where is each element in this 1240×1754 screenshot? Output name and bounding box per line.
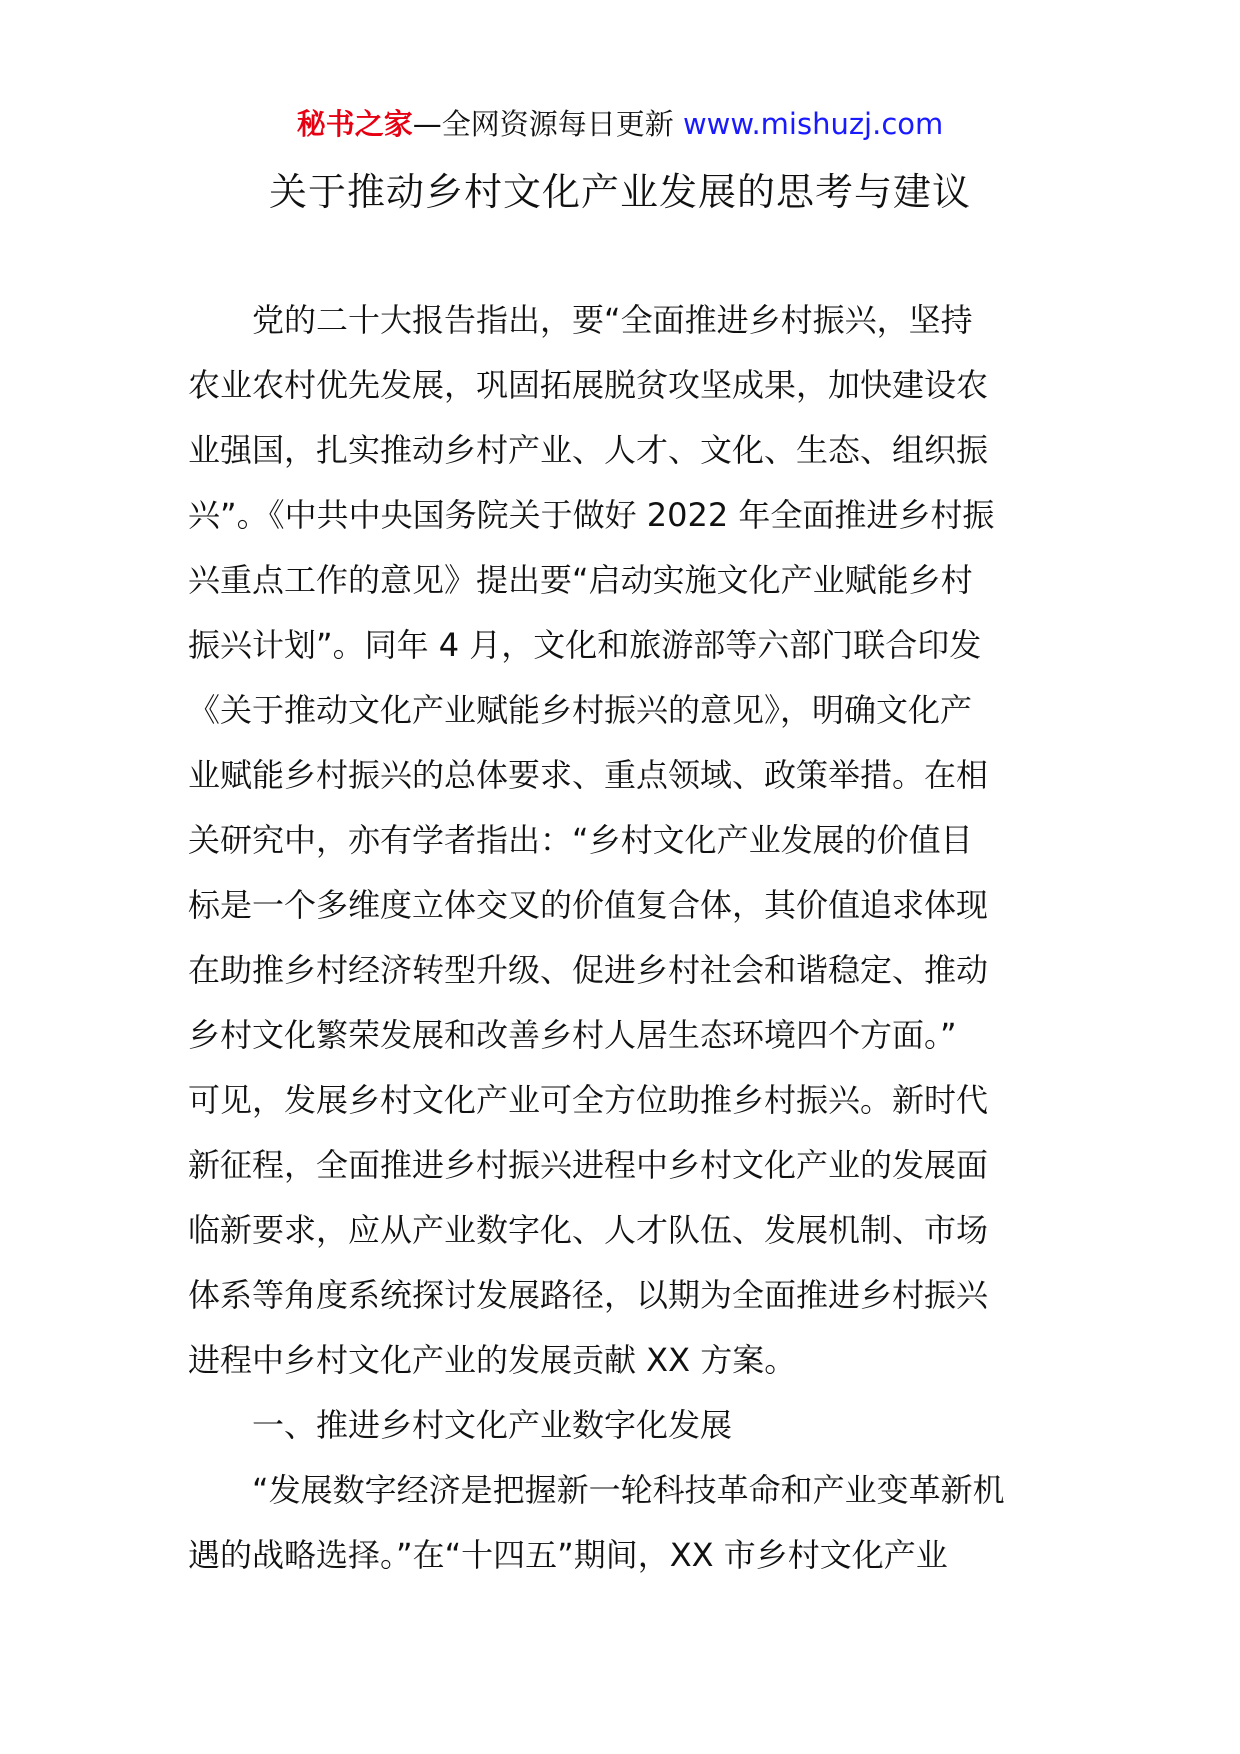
text-line: 可见，发展乡村文化产业可全方位助推乡村振兴。新时代 (188, 1081, 989, 1119)
text-line: 农业农村优先发展，巩固拓展脱贫攻坚成果，加快建设农 (188, 366, 989, 404)
document-title: 关于推动乡村文化产业发展的思考与建议 (268, 170, 971, 214)
text-line: 乡村文化繁荣发展和改善乡村人居生态环境四个方面。” (188, 1016, 957, 1054)
text-line: 体系等角度系统探讨发展路径，以期为全面推进乡村振兴 (188, 1276, 989, 1314)
brand-name: 秘书之家 (296, 107, 413, 141)
text-line: 标是一个多维度立体交叉的价值复合体，其价值追求体现 (188, 886, 989, 924)
header-url-link[interactable]: www.mishuzj.com (682, 107, 944, 141)
text-line: 党的二十大报告指出，要“全面推进乡村振兴，坚持 (188, 301, 973, 339)
text-line: 兴重点工作的意见》提出要“启动实施文化产业赋能乡村 (188, 561, 973, 599)
text-line: 临新要求，应从产业数字化、人才队伍、发展机制、市场 (188, 1211, 989, 1249)
site-header (0, 104, 1240, 144)
text-line: 关研究中，亦有学者指出：“乡村文化产业发展的价值目 (188, 821, 973, 859)
text-line: 业强国，扎实推动乡村产业、人才、文化、生态、组织振 (188, 431, 989, 469)
text-line: 兴”。《中共中央国务院关于做好 2022 年全面推进乡村振 (188, 496, 995, 534)
text-line: 进程中乡村文化产业的发展贡献 XX 方案。 (188, 1341, 797, 1379)
section-heading: 一、推进乡村文化产业数字化发展 (188, 1406, 733, 1444)
text-line: 遇的战略选择。”在“十四五”期间，XX 市乡村文化产业 (188, 1536, 948, 1574)
header-slogan: —全网资源每日更新 (412, 107, 674, 141)
text-line: 《关于推动文化产业赋能乡村振兴的意见》，明确文化产 (188, 691, 973, 729)
text-line: 振兴计划”。同年 4 月，文化和旅游部等六部门联合印发 (188, 626, 982, 664)
document-body (188, 288, 1058, 1588)
text-line: 新征程，全面推进乡村振兴进程中乡村文化产业的发展面 (188, 1146, 989, 1184)
text-line: “发展数字经济是把握新一轮科技革命和产业变革新机 (188, 1471, 1005, 1509)
text-line: 业赋能乡村振兴的总体要求、重点领域、政策举措。在相 (188, 756, 989, 794)
text-line: 在助推乡村经济转型升级、促进乡村社会和谐稳定、推动 (188, 951, 989, 989)
